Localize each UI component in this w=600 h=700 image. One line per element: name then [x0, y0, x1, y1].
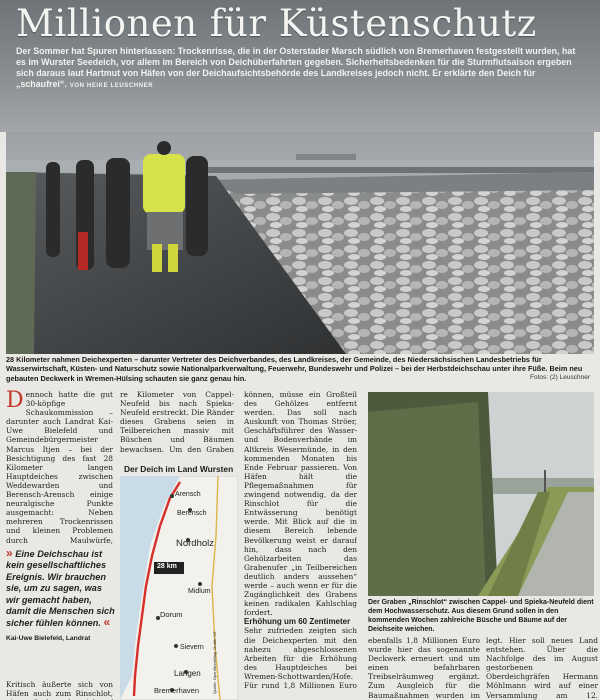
ditch-photo — [368, 392, 594, 596]
article-column-1 — [6, 390, 113, 544]
map-label-arensch: Arensch — [175, 491, 201, 498]
map-label-sievern: Sievern — [180, 644, 204, 651]
article-text-5: legt. Hier soll neues Land entstehen. Über die Nachfolge des im August gestorbenen Oberdeichgräfen Hermann Möhlmann wird auf einer Versammlung am 12. — [486, 636, 598, 700]
photo-caption: 28 Kilometer nahmen Deichexperten – darunter Vertreter des Deichverbandes, des Landkreises, der Gemeinde, des Niedersächsischen Landesbetriebs für Wasserwirtschaft, Küsten- und Naturschutz sowie Nationalparkverwaltung, Feuerwehr, Bundeswehr und Polizei – bei der Herbstdeichschau unter ihre Füße. Beim neu gebauten Deckwerk in Wremen-Hülsing schauten sie ganz genau hin. — [6, 355, 583, 383]
map-label-berensch: Berensch — [177, 510, 207, 517]
quote-author: Kai-Uwe Bielefeld, Landrat — [6, 634, 91, 642]
quote-mark-icon: » — [6, 546, 13, 560]
article-column-4 — [368, 636, 480, 700]
article-column-3 — [244, 390, 357, 690]
article-column-5 — [486, 636, 598, 700]
map-label-bremerhaven: Bremerhaven — [154, 686, 200, 695]
lead-paragraph — [16, 46, 586, 92]
article-column-1b — [6, 680, 113, 700]
map-label-langen: Langen — [174, 669, 201, 678]
map-label-distance: 28 km — [157, 563, 177, 570]
map-label-dorum: Dorum — [160, 610, 183, 619]
article-text-2: re Kilometer von Cappel-Neufeld bis nach Spieka-Neufeld erstreckt. Die Ränder dieses Grabens seien in Teilbereichen massiv mit Büschen und Bäumen bewachsen. Um den Graben — [120, 390, 234, 454]
quote-text: Eine Deichschau ist kein gesellschaftliches Ereignis. Wir brauchen sie, um zu sagen, was wir gemacht haben, damit die Menschen sich sicher fühlen können. — [6, 549, 115, 629]
drop-cap: D — [6, 390, 24, 413]
map-label-midlum: Midlum — [188, 588, 211, 595]
map-source: Quelle: OpenStreetMap; Grafik: NZ — [212, 631, 217, 694]
article-text-4: ebenfalls 1,8 Millionen Euro wurde hier das sogenannte Deckwerk erneuert und um einen befahrbaren Treibselräumweg ergänzt. Zum Ausgleich für die Baumaßnahmen wurden im — [368, 636, 480, 700]
article-text-1: ennoch hatte die gut 30-köpfige Schaukommission – darunter auch Landrat Kai-Uwe Bielefeld und Gemeindebürgermeister Marcus Itjen – bei der Besichtigung des fast 28 Kilometer langen Hauptdeiches zwischen Weddewarden und Berensch-Arensch einige neuralgische Punkte ausgemacht: Neben mehreren Trockenrissen und kleinen Problemen durch Maulwürfe, — [6, 390, 113, 544]
article-column-2 — [120, 390, 234, 454]
map-label-nordholz: Nordholz — [176, 538, 215, 549]
dike-map — [120, 476, 238, 700]
lead-text: Der Sommer hat Spuren hinterlassen: Trockenrisse, die in der Osterstader Marsch südlich von Bremerhaven festgestellt wurden, hat es im Wurster Seedeich, vor allem im Bereich von Deichüberfahrten gegeben. Sicherheitsbedenken für die Sturmflutsaison ergeben sich daraus laut Hartmut von Häfen von der Deichaufsichtsbehörde des Landkreises jedoch nicht. Er erklärte den Deich für „schaufrei“. — [16, 46, 576, 89]
article-text-3b: Sehr zufrieden zeigten sich die Deichexperten mit den nahezu abgeschlossenen Arbeiten für die Erhöhung des Hauptdeiches bei Wremen-Schottwarden/Hofe. Für rund 1,8 Millionen Euro — [244, 626, 357, 690]
dike-walk-photo — [6, 132, 594, 354]
ditch-photo-caption: Der Graben „Rinschlot“ zwischen Cappel- und Spieka-Neufeld dient dem Hochwasserschutz. Aus diesem Grund sollen in den kommenden Wochen zahlreiche Büsche und Bäume auf der Deichseite weichen. — [368, 599, 594, 633]
byline: VON HEIKE LEUSCHNER — [69, 83, 154, 89]
header-banner — [0, 0, 600, 132]
ditch-photo-graphic — [368, 392, 594, 596]
quote-close-icon: « — [103, 615, 111, 630]
pull-quote — [6, 548, 116, 644]
main-photo — [6, 132, 594, 354]
headline: Millionen für Küstenschutz — [16, 2, 537, 45]
article-text-3a: können, müsse ein Großteil des Gehölzes entfernt werden. Das soll nach Auskunft von Thomas Ströer, Geschäftsführer des Wasser- und Bodenverbände im Altkreis Wesermünde, in den kommenden Monaten bis Ende Februar passieren. Von Häfen hält die Pflegemaßnahmen für zwingend notwendig, da der Rinschlot für die Entwässerung benötigt werde. Mit Blick auf die in diesem Bereich lebende Bevölkerung weist er darauf hin, dass nach den Gehölzarbeiten das Grabenufer „in Teilbereichen deutlich anders aussehen“ werde – auch wenn er für die Zugänglichkeit des Grabens keinen radikalen Kahlschlag fordert. — [244, 390, 357, 618]
subheading: Erhöhung um 60 Zentimeter — [244, 617, 351, 627]
article-text-1b: Kritisch äußerte sich von Häfen auch zum Rinschlot, — [6, 680, 113, 699]
map-title: Der Deich im Land Wursten — [124, 464, 234, 474]
photo-credit: Fotos: (2) Leuschner — [530, 374, 590, 381]
